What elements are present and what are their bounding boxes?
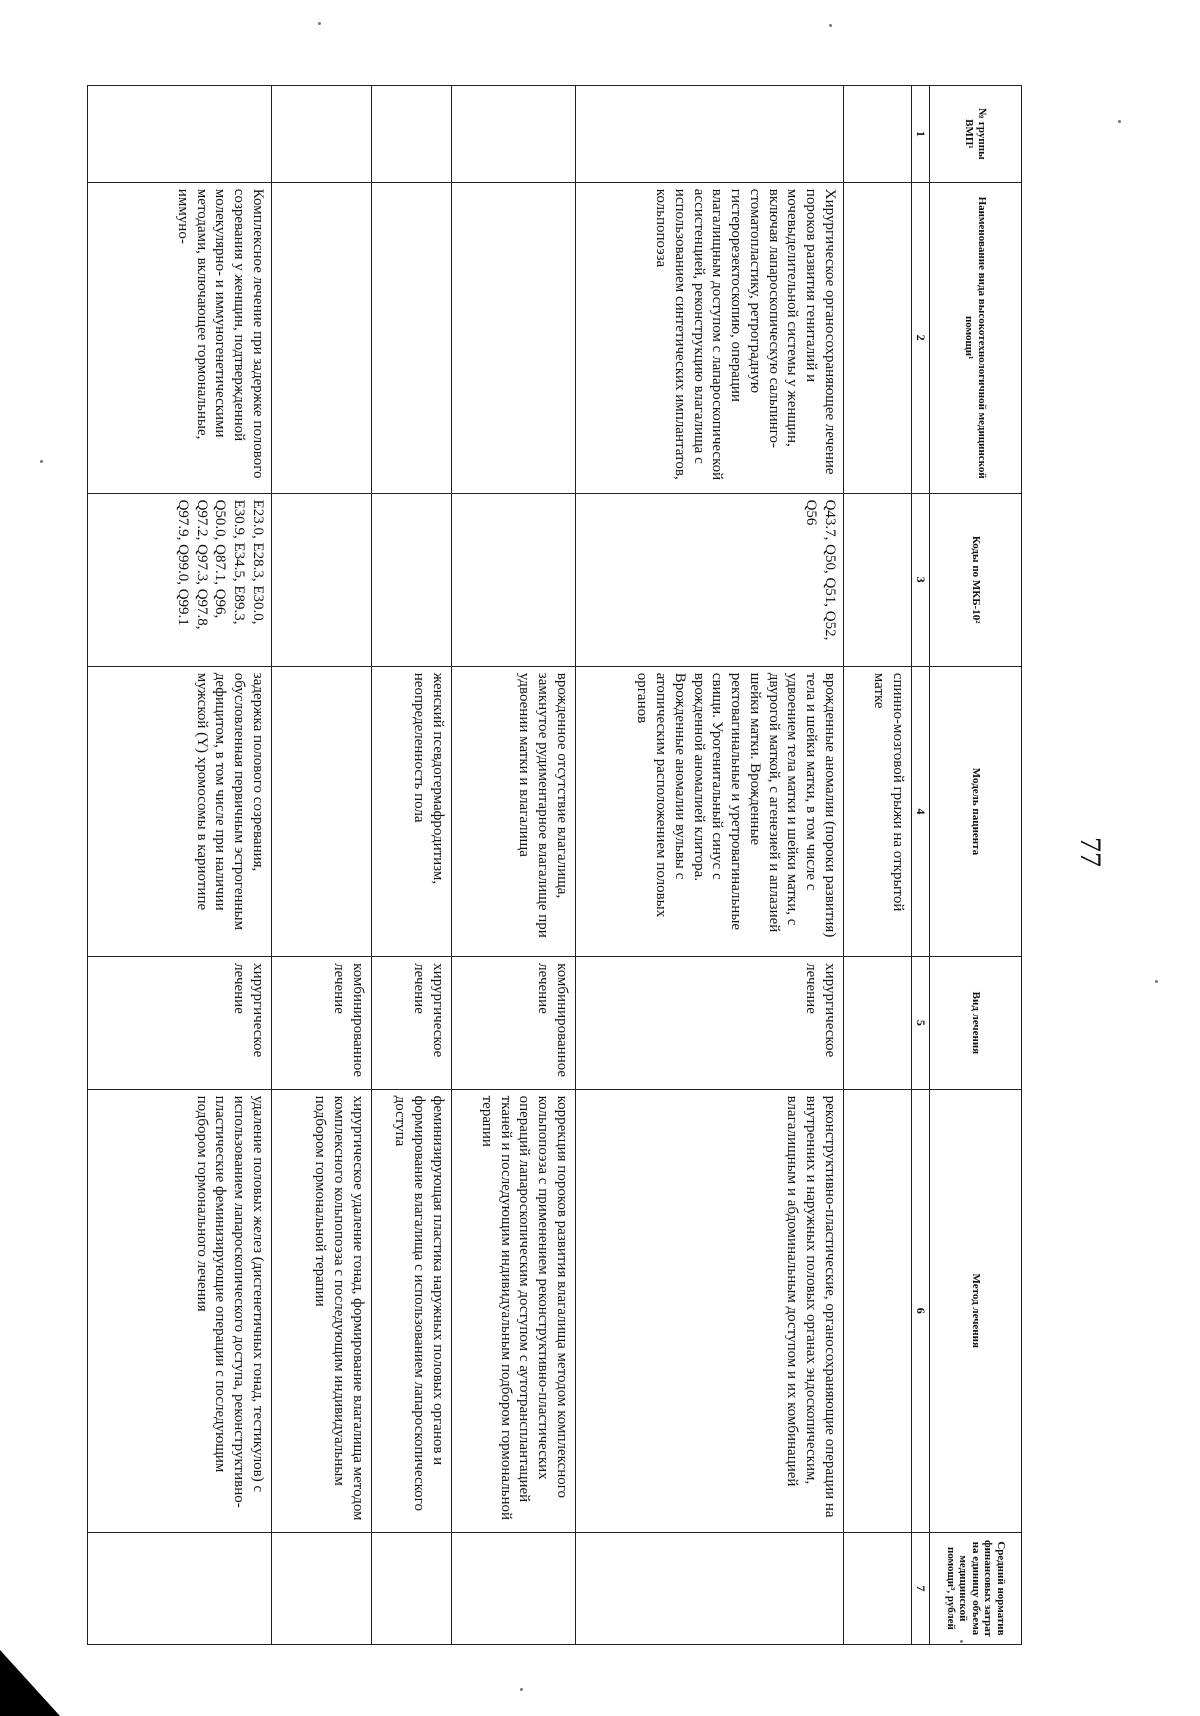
cell-method: реконструктивно-пластические, органосохраняющие операции на внутренних и наружных половых органах эндоскопическим, влагалищным и абдоминальным доступом и их комбинацией	[576, 1089, 844, 1532]
table-row	[844, 86, 912, 1645]
cell-group	[272, 86, 372, 183]
cell-codes: Q43.7, Q50, Q51, Q52, Q56	[576, 493, 844, 666]
cell-group	[88, 86, 272, 183]
scan-speck	[829, 24, 832, 27]
cell-method	[844, 1089, 912, 1532]
scan-speck	[520, 1688, 523, 1691]
col-number: 7	[912, 1532, 930, 1644]
cell-patient	[272, 666, 372, 956]
cell-treatment: хирургическое лечение	[576, 957, 844, 1089]
cell-group	[844, 86, 912, 183]
header-name: Наименование вида высокотехнологичной медицинской помощи¹	[930, 182, 1022, 493]
cell-group	[452, 86, 576, 183]
cell-name: Хирургическое органосохраняющее лечение пороков развития гениталий и мочевыделительной системы у женщин, включая лапароскопическую сальпинго-стоматопластику, ретроградную гистерорезектоскопию, операции влагалищным доступом с лапароскопической ассистенцией, реконструкцию влагалища с использованием синтетических имплантатов, кольпопоэза	[576, 182, 844, 493]
cell-patient: врожденные аномалии (пороки развития) тела и шейки матки, в том числе с удвоением тела матки и шейки матки, с двурогой маткой, с агенезией и аплазией шейки матки. Врожденные ректовагинальные и уретровагинальные свищи. Урогенитальный синус с врожденной аномалией клитора. Врожденные аномалии вульвы с атопическим расположением половых органов	[576, 666, 844, 956]
table-row	[372, 86, 452, 1645]
cell-cost	[372, 1532, 452, 1644]
scan-speck	[960, 1640, 963, 1643]
cell-patient: врожденное отсутствие влагалища, замкнутое рудиментарное влагалище при удвоении матки и влагалища	[452, 666, 576, 956]
cell-patient: женский псевдогермафродитизм, неопределенность пола	[372, 666, 452, 956]
cell-treatment: хирургическое лечение	[88, 957, 272, 1089]
cell-codes	[272, 493, 372, 666]
cell-cost	[272, 1532, 372, 1644]
header-patient: Модель пациента	[930, 666, 1022, 956]
scan-speck	[40, 460, 43, 463]
cell-cost	[576, 1532, 844, 1644]
page-number: 77	[1074, 837, 1107, 867]
column-number-row	[912, 86, 930, 1645]
rotated-table-container	[92, 85, 1022, 1645]
vmp-table	[87, 85, 1022, 1645]
table-row	[452, 86, 576, 1645]
cell-method: удаление половых желез (дисгенетичных гонад, тестикулов) с использованием лапароскопического доступа, реконструктивно-пластические феминизирующие операции с последующим подбором гормонального лечения	[88, 1089, 272, 1532]
cell-cost	[452, 1532, 576, 1644]
header-row	[930, 86, 1022, 1645]
header-group: № группы ВМП¹	[930, 86, 1022, 183]
col-number: 6	[912, 1089, 930, 1532]
cell-name	[844, 182, 912, 493]
cell-patient: задержка полового созревания, обусловленная первичным эстрогенным дефицитом, в том числе при наличии мужской (Y) хромосомы в кариотипе	[88, 666, 272, 956]
col-number: 2	[912, 182, 930, 493]
cell-treatment: комбинированное лечение	[452, 957, 576, 1089]
cell-name: Комплексное лечение при задержке полового созревания у женщин, подтвержденной молекулярно- и иммуногенетическими методами, включающее гормональные, иммуно-	[88, 182, 272, 493]
cell-method: коррекция пороков развития влагалища методом комплексного кольпопоэза с применением реконструктивно-пластических операций лапароскопическим доступом с аутотрансплантацией тканей и последующим индивидуальным подбором гормональной терапии	[452, 1089, 576, 1532]
cell-treatment: хирургическое лечение	[372, 957, 452, 1089]
scan-speck	[1118, 120, 1121, 123]
cell-method: хирургическое удаление гонад, формирование влагалища методом комплексного кольпопоэза с последующим индивидуальным подбором гормональной терапии	[272, 1089, 372, 1532]
scan-speck	[1155, 980, 1158, 983]
table-row	[88, 86, 272, 1645]
cell-group	[372, 86, 452, 183]
table-row	[272, 86, 372, 1645]
cell-codes	[844, 493, 912, 666]
scan-speck	[318, 22, 321, 25]
cell-cost	[844, 1532, 912, 1644]
col-number: 5	[912, 957, 930, 1089]
cell-method: феминизирующая пластика наружных половых органов и формирование влагалища с использованием лапароскопического доступа	[372, 1089, 452, 1532]
header-treatment: Вид лечения	[930, 957, 1022, 1089]
cell-treatment	[844, 957, 912, 1089]
header-cost: Средний норматив финансовых затрат на единицу объема медицинской помощи³, рублей	[930, 1532, 1022, 1644]
cell-group	[576, 86, 844, 183]
header-method: Метод лечения	[930, 1089, 1022, 1532]
cell-codes	[452, 493, 576, 666]
cell-cost	[88, 1532, 272, 1644]
cell-patient: спинно-мозговой грыжи на открытой матке	[844, 666, 912, 956]
header-codes: Коды по МКБ-10²	[930, 493, 1022, 666]
table-row	[576, 86, 844, 1645]
cell-codes	[372, 493, 452, 666]
cell-name	[372, 182, 452, 493]
cell-name	[452, 182, 576, 493]
scan-corner-shadow	[0, 1650, 60, 1716]
col-number: 1	[912, 86, 930, 183]
cell-codes: E23.0, E28.3, E30.0, E30.9, E34.5, E89.3, Q50.0, Q87.1, Q96, Q97.2, Q97.3, Q97.8, Q97.9, Q99.0, Q99.1	[88, 493, 272, 666]
col-number: 3	[912, 493, 930, 666]
cell-name	[272, 182, 372, 493]
col-number: 4	[912, 666, 930, 956]
cell-treatment: комбинированное лечение	[272, 957, 372, 1089]
